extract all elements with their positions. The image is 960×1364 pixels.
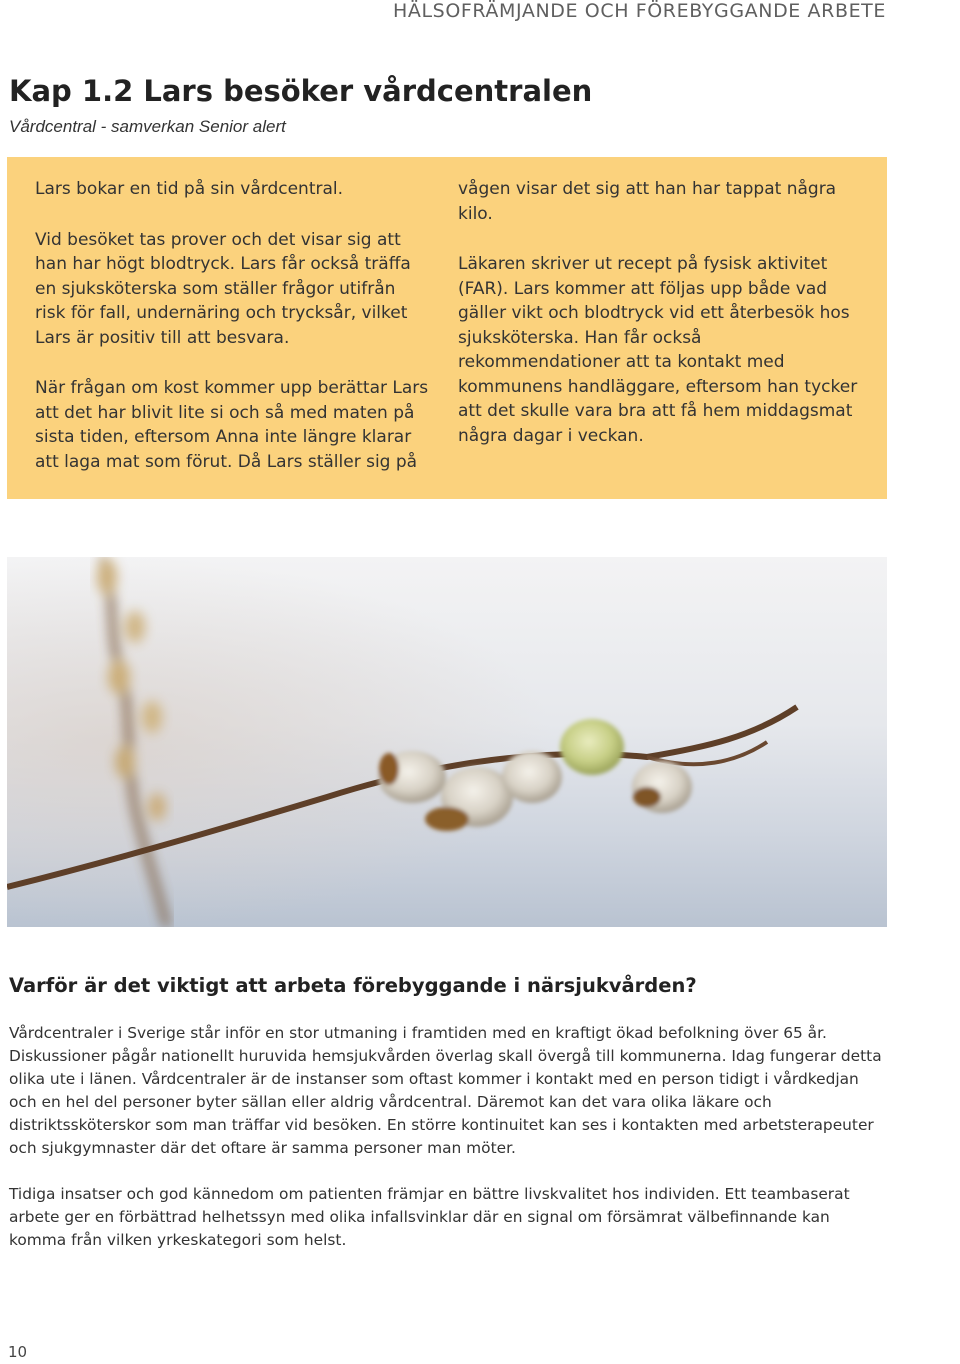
chapter-title: Kap 1.2 Lars besöker vårdcentralen xyxy=(9,74,593,108)
case-paragraph: Lars bokar en tid på sin vårdcentral. xyxy=(35,179,344,199)
body-text xyxy=(9,1022,884,1275)
case-story-box xyxy=(7,157,887,499)
case-paragraph: Läkaren skriver ut recept på fysisk aktivitet (FAR). Lars kommer att följas upp både vad gäller vikt och blodtryck vid ett återbesök hos sjuksköterska. Han får också rekommendationer att ta kontakt med kommunens handläggare, eftersom han tycker att det skulle vara bra att få hem middagsmat några dagar i veckan. xyxy=(458,254,858,446)
case-paragraph: Vid besöket tas prover och det visar sig att han har högt blodtryck. Lars får också träffa en sjuksköterska som ställer frågor utifrån risk för fall, undernäring och trycksår, vilket Lars är positiv till att besvara. xyxy=(35,229,411,348)
body-paragraph: Tidiga insatser och god kännedom om patienten främjar en bättre livskvalitet hos individen. Ett teambaserat arbete ger en förbättrad helhetssyn med olika infallsvinklar där en signal om försämrat välbefinnande kan komma från vilken yrkeskategori som helst. xyxy=(9,1185,850,1249)
case-story-left-column xyxy=(35,177,431,500)
case-story-right-column xyxy=(458,177,858,474)
section-heading: Varför är det viktigt att arbeta förebyggande i närsjukvården? xyxy=(9,974,697,997)
case-paragraph: vågen visar det sig att han har tappat några kilo. xyxy=(458,179,837,224)
body-paragraph: Vårdcentraler i Sverige står inför en stor utmaning i framtiden med en kraftigt ökad befolkning över 65 år. Diskussioner pågår nationellt huruvida hemsjukvården överlag skall övergå till kommunerna. Idag fungerar detta olika ute i länen. Vårdcentraler är de instanser som oftast kommer i kontakt med en person tidigt i vårdkedjan och en hel del personer byter sällan eller aldrig vårdcentral. Däremot kan det vara olika läkare och distriktssköterskor som man träffar vid besöken. En större kontinuitet kan ses i kontakten med arbetsterapeuter och sjukgymnaster där det oftare är samma personer man möter. xyxy=(9,1024,882,1157)
page-number: 10 xyxy=(8,1343,28,1361)
case-paragraph: När frågan om kost kommer upp berättar Lars att det har blivit lite si och så med maten på sista tiden, eftersom Anna inte längre klarar att laga mat som förut. Då Lars ställer sig på xyxy=(35,378,429,472)
chapter-subtitle: Vårdcentral - samverkan Senior alert xyxy=(9,117,286,136)
willow-branch-photo xyxy=(7,557,887,927)
running-header: HÄLSOFRÄMJANDE OCH FÖREBYGGANDE ARBETE xyxy=(392,0,886,22)
